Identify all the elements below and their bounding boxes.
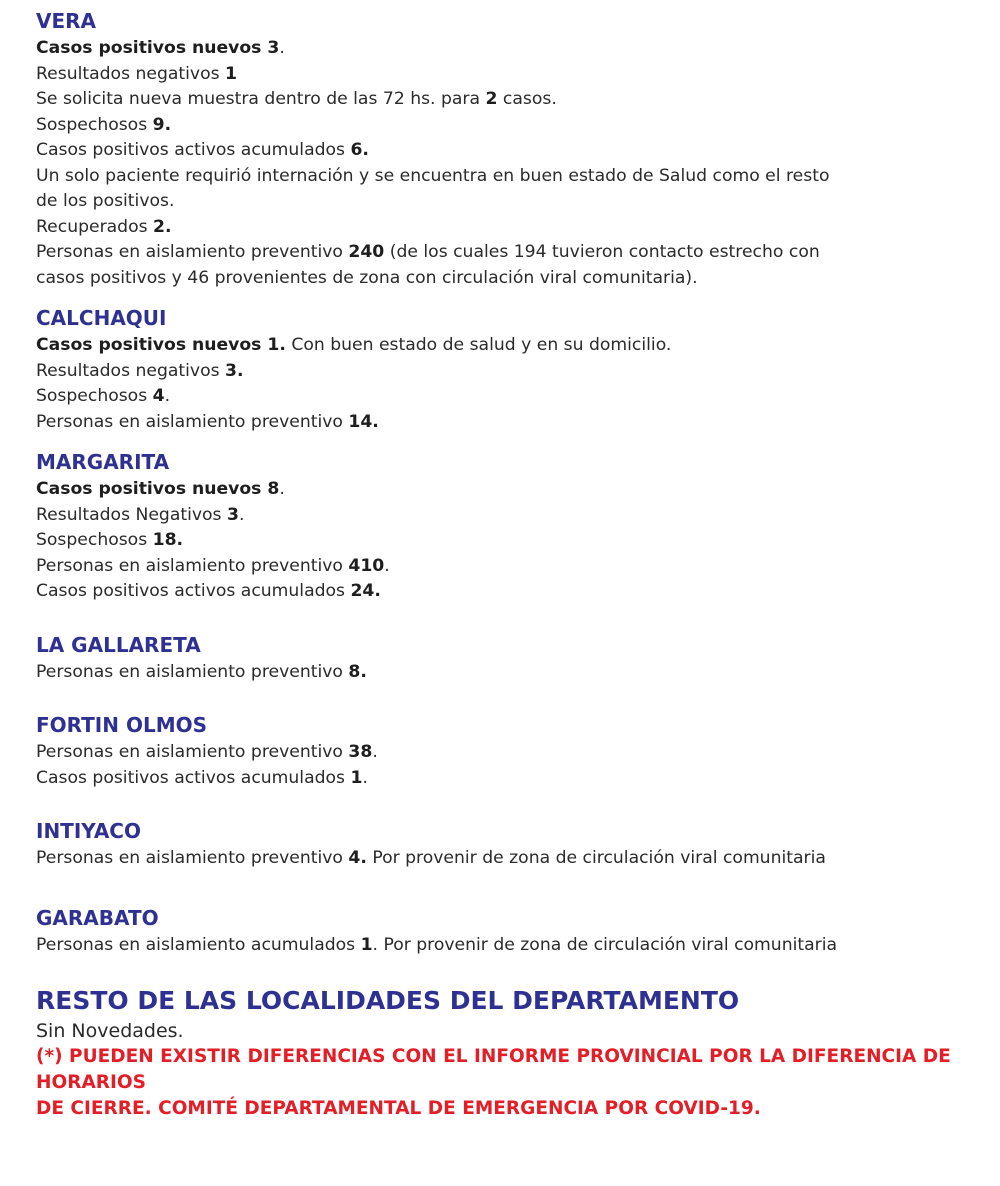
section-fortin-olmos [36,710,986,791]
margarita-line-negatives [36,503,986,529]
intiyaco-text: Personas en aislamiento preventivo [36,848,349,868]
vera-negatives-value: 1 [225,63,237,84]
margarita-line-active-cases [36,579,986,605]
calchaqui-line-isolation [36,410,986,436]
section-title-margarita: MARGARITA [36,450,170,474]
calchaqui-text: Sospechosos [36,386,153,406]
intiyaco-isolation-value: 4. [348,848,367,868]
section-la-gallareta [36,630,986,686]
calchaqui-line-negatives [36,359,986,385]
vera-line-hospitalization-cont: de los positivos. [36,191,175,211]
vera-text: Resultados negativos [36,63,226,84]
garabato-text: . Por provenir de zona de circulación viral comunitaria [372,934,838,955]
fortin-text: . [372,742,378,762]
disclaimer-notice-line-2: DE CIERRE. COMITÉ DEPARTAMENTAL DE EMERGENCIA POR COVID-19. [36,1098,761,1119]
gallareta-isolation-value: 8. [348,661,367,682]
vera-new-sample-value: 2 [485,89,498,109]
intiyaco-line-isolation [36,846,986,872]
section-title-fortin-olmos: FORTIN OLMOS [36,713,208,737]
vera-line-hospitalization: Un solo paciente requirió internación y se encuentra en buen estado de Salud como el resto [36,165,830,186]
margarita-text: . [279,479,285,499]
section-resto [36,984,986,1122]
fortin-text: Casos positivos activos acumulados [36,767,351,788]
section-vera [36,6,986,291]
calchaqui-new-positives-value: Casos positivos nuevos 1. [36,335,286,355]
section-garabato [36,903,986,959]
calchaqui-suspects-value: 4 [152,386,165,406]
vera-text: Sospechosos [36,114,153,135]
margarita-text: Resultados Negativos [36,504,227,525]
vera-line-new-sample [36,87,986,113]
margarita-text: Sospechosos [36,530,153,550]
margarita-suspects-value: 18. [152,530,184,550]
margarita-negatives-value: 3 [226,504,239,525]
section-margarita [36,447,986,605]
vera-new-positives-value: Casos positivos nuevos 3 [36,38,280,58]
vera-line-new-positives [36,36,986,62]
margarita-text: Personas en aislamiento preventivo [36,555,349,576]
fortin-isolation-value: 38 [348,742,373,762]
vera-line-isolation [36,240,986,266]
section-calchaqui [36,303,986,435]
gallareta-text: Personas en aislamiento preventivo [36,661,349,682]
garabato-isolation-value: 1 [360,934,373,955]
margarita-new-positives-value: Casos positivos nuevos 8 [36,479,280,499]
section-title-intiyaco: INTIYACO [36,819,141,843]
vera-line-active-cases [36,138,986,164]
fortin-line-isolation [36,740,986,766]
section-title-calchaqui: CALCHAQUI [36,306,167,330]
vera-line-negatives [36,62,986,88]
calchaqui-negatives-value: 3. [225,360,244,381]
vera-line-suspects [36,113,986,139]
margarita-text: Casos positivos activos acumulados [36,581,351,601]
vera-text: (de los cuales 194 tuvieron contacto estrecho con [384,242,820,262]
margarita-isolation-value: 410 [348,555,385,576]
calchaqui-isolation-value: 14. [348,411,379,432]
calchaqui-text: Resultados negativos [36,360,226,381]
margarita-text: . [384,555,390,576]
vera-isolation-value: 240 [348,242,385,262]
margarita-line-suspects [36,528,986,554]
fortin-text: . [362,767,368,788]
gallareta-line-isolation [36,660,986,686]
garabato-text: Personas en aislamiento acumulados [36,934,361,955]
vera-text: . [279,38,285,58]
vera-active-cases-value: 6. [350,140,369,160]
vera-text: Recuperados [36,216,154,237]
section-title-garabato: GARABATO [36,905,159,930]
calchaqui-text: Personas en aislamiento preventivo [36,411,349,432]
vera-suspects-value: 9. [152,114,172,135]
vera-line-isolation-cont: casos positivos y 46 provenientes de zona con circulación viral comunitaria). [36,267,698,288]
calchaqui-line-suspects [36,384,986,410]
intiyaco-text: Por provenir de zona de circulación viral comunitaria [366,848,826,868]
vera-text: Personas en aislamiento preventivo [36,242,349,262]
margarita-line-isolation [36,554,986,580]
vera-text: Se solicita nueva muestra dentro de las 72 hs. para [36,89,486,109]
margarita-text: . [238,504,245,525]
calchaqui-text: . [164,386,171,406]
resto-status: Sin Novedades. [36,1020,184,1042]
section-title-resto: RESTO DE LAS LOCALIDADES DEL DEPARTAMENTO [36,986,740,1015]
disclaimer-notice-line-1: (*) PUEDEN EXISTIR DIFERENCIAS CON EL INFORME PROVINCIAL POR LA DIFERENCIA DE HORARIOS [36,1046,951,1093]
fortin-text: Personas en aislamiento preventivo [36,742,349,762]
calchaqui-text: Con buen estado de salud y en su domicilio. [285,335,672,355]
report-page [36,6,986,1122]
section-title-vera: VERA [36,9,97,33]
vera-recovered-value: 2. [153,216,172,237]
calchaqui-line-new-positives [36,333,986,359]
vera-line-recovered [36,215,986,241]
vera-text: casos. [497,89,557,109]
fortin-active-cases-value: 1 [350,767,363,788]
margarita-active-cases-value: 24. [350,581,381,601]
vera-text: Casos positivos activos acumulados [36,140,351,160]
section-intiyaco [36,816,986,872]
garabato-line-isolation [36,933,986,959]
fortin-line-active-cases [36,766,986,792]
section-title-la-gallareta: LA GALLARETA [36,632,201,657]
margarita-line-new-positives [36,477,986,503]
